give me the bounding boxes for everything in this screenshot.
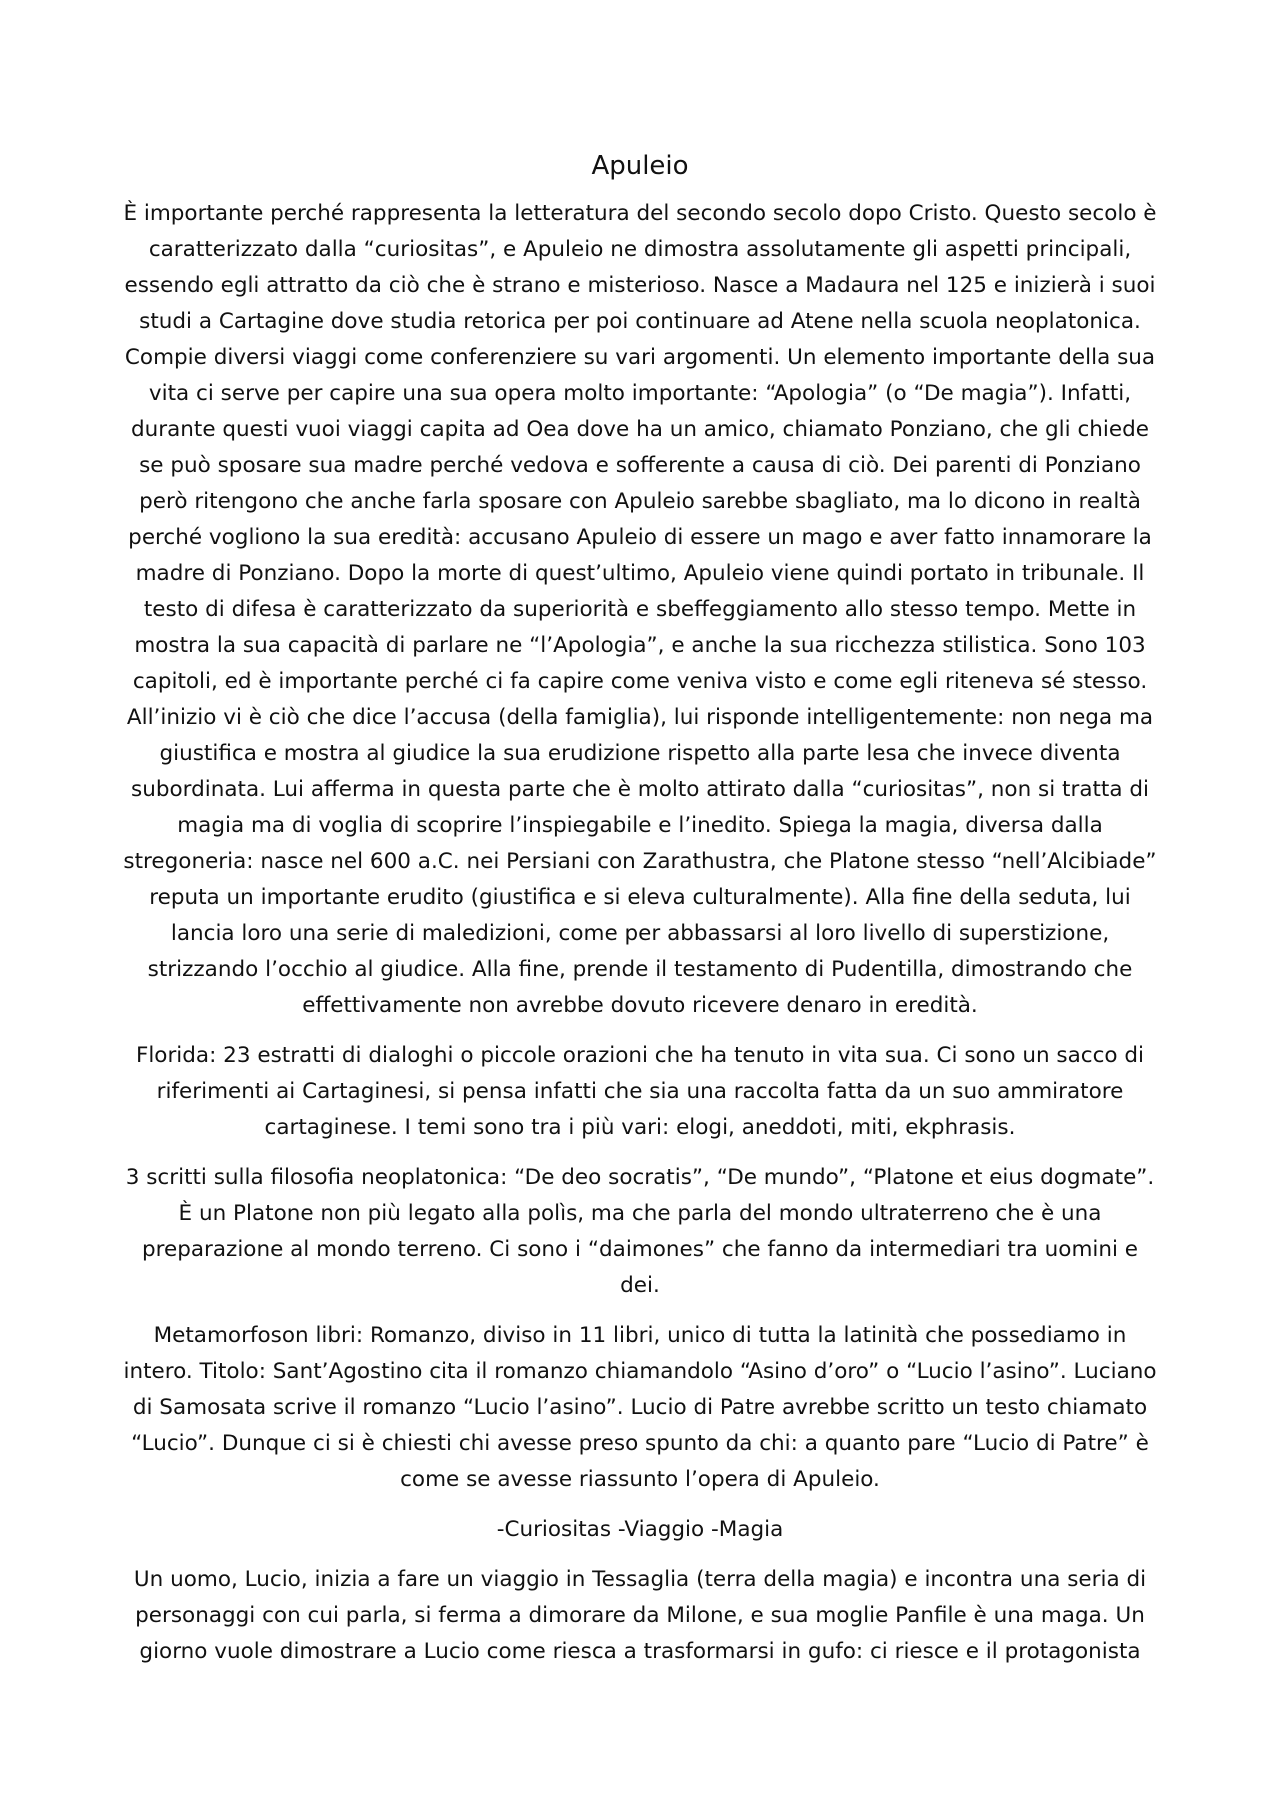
document-title: Apuleio — [591, 151, 689, 181]
paragraph-themes: -Curiositas -Viaggio -Magia — [496, 1517, 784, 1542]
paragraph-metamorphoses: Metamorfoson libri: Romanzo, diviso in 11 libri, unico di tutta la latinità che possediamo in intero. Titolo: Sant’Agostino cita il romanzo chiamandolo “Asino d’oro” o “Lucio l’asino”. Luciano di Samosata scrive il romanzo “Lucio l’asino”. Lucio di Patre avrebbe scritto un testo chiamato “Lucio”. Dunque ci si è chiesti chi avesse preso spunto da chi: a quanto pare “Lucio di Patre” è come se avesse riassunto l’opera di Apuleio. — [123, 1323, 1157, 1492]
paragraph-plot: Un uomo, Lucio, inizia a fare un viaggio in Tessaglia (terra della magia) e incontra una seria di personaggi con cui parla, si ferma a dimorare da Milone, e sua moglie Panfile è una maga. Un giorno vuole dimostrare a Lucio come riesca a trasformarsi in gufo: ci riesce e il protagonista — [133, 1567, 1147, 1664]
document-page — [120, 150, 1160, 1684]
paragraph-apologia: È importante perché rappresenta la letteratura del secondo secolo dopo Cristo. Questo secolo è caratterizzato dalla “curiositas”, e Apuleio ne dimostra assolutamente gli aspetti principali, essendo egli attratto da ciò che è strano e misterioso. Nasce a Madaura nel 125 e inizierà i suoi studi a Cartagine dove studia retorica per poi continuare ad Atene nella scuola neoplatonica. Compie diversi viaggi come conferenziere su vari argomenti. Un elemento importante della sua vita ci serve per capire una sua opera molto importante: “Apologia” (o “De magia”). Infatti, durante questi vuoi viaggi capita ad Oea dove ha un amico, chiamato Ponziano, che gli chiede se può sposare sua madre perché vedova e sofferente a causa di ciò. Dei parenti di Ponziano però ritengono che anche farla sposare con Apuleio sarebbe sbagliato, ma lo dicono in realtà perché vogliono la sua eredità: accusano Apuleio di essere un mago e aver fatto innamorare la madre di Ponziano. Dopo la morte di quest’ultimo, Apuleio viene quindi portato in tribunale. Il testo di difesa è caratterizzato da superiorità e sbeffeggiamento allo stesso tempo. Mette in mostra la sua capacità di parlare ne “l’Apologia”, e anche la sua ricchezza stilistica. Sono 103 capitoli, ed è importante perché ci fa capire come veniva visto e come egli riteneva sé stesso. All’inizio vi è ciò che dice l’accusa (della famiglia), lui risponde intelligentemente: non nega ma giustifica e mostra al giudice la sua erudizione rispetto alla parte lesa che invece diventa subordinata. Lui afferma in questa parte che è molto attirato dalla “curiositas”, non si tratta di magia ma di voglia di scoprire l’inspiegabile e l’inedito. Spiega la magia, diversa dalla stregoneria: nasce nel 600 a.C. nei Persiani con Zarathustra, che Platone stesso “nell’Alcibiade” reputa un importante erudito (giustifica e si eleva culturalmente). Alla fine della seduta, lui lancia loro una serie di maledizioni, come per abbassarsi al loro livello di superstizione, strizzando l’occhio al giudice. Alla fine, prende il testamento di Pudentilla, dimostrando che effettivamente non avrebbe dovuto ricevere denaro in eredità. — [123, 201, 1157, 1018]
paragraph-florida: Florida: 23 estratti di dialoghi o piccole orazioni che ha tenuto in vita sua. Ci sono un sacco di riferimenti ai Cartaginesi, si pensa infatti che sia una raccolta fatta da un suo ammiratore cartaginese. I temi sono tra i più vari: elogi, aneddoti, miti, ekphrasis. — [135, 1043, 1145, 1140]
paragraph-philosophy: 3 scritti sulla filosofia neoplatonica: “De deo socratis”, “De mundo”, “Platone et eius dogmate”. È un Platone non più legato alla polìs, ma che parla del mondo ultraterreno che è una preparazione al mondo terreno. Ci sono i “daimones” che fanno da intermediari tra uomini e dei. — [125, 1165, 1155, 1298]
